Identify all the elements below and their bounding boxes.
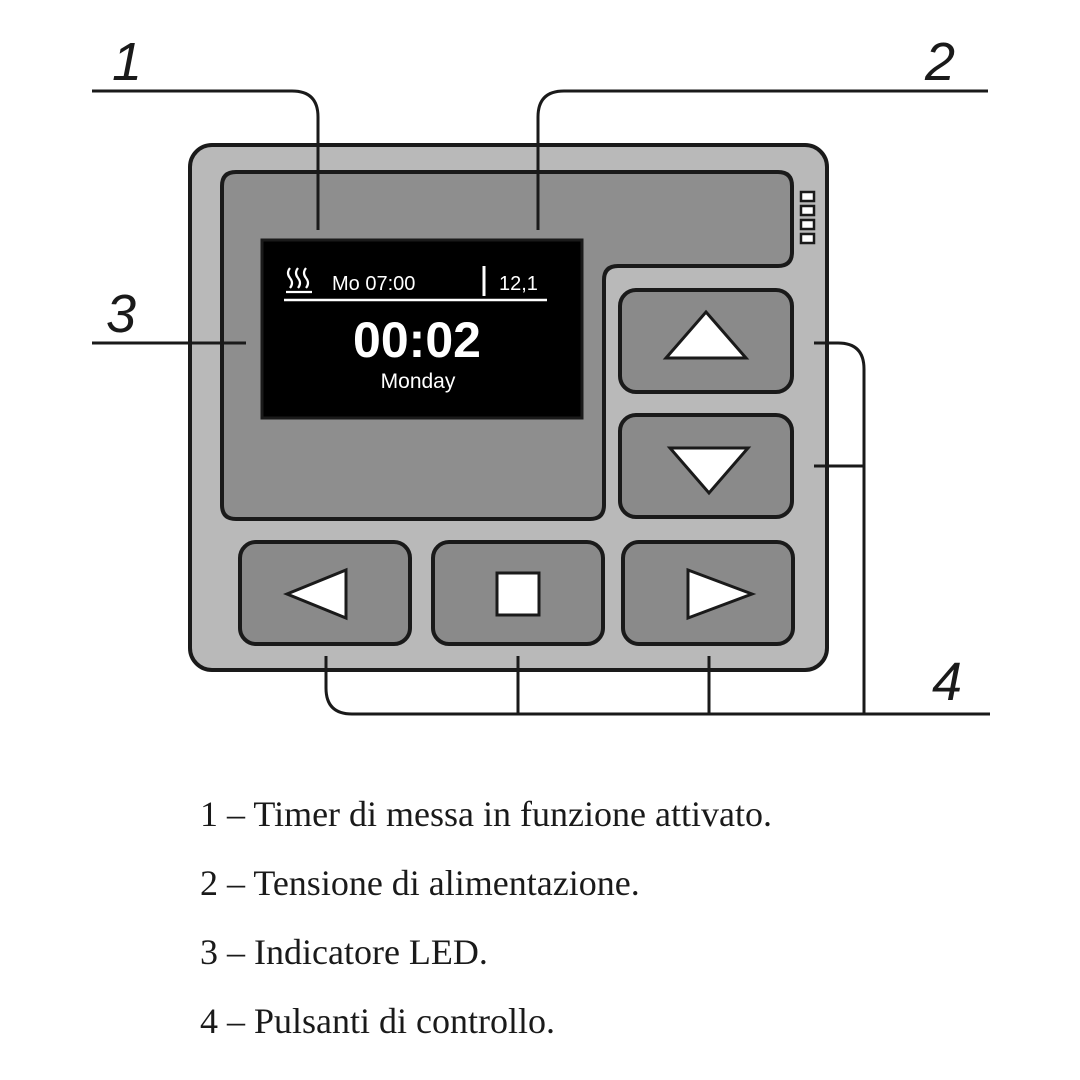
right-button[interactable]	[623, 542, 793, 644]
left-button[interactable]	[240, 542, 410, 644]
up-button[interactable]	[620, 290, 792, 392]
day-label: Monday	[380, 370, 456, 393]
svg-text:1: 1	[112, 32, 143, 92]
voltage-readout: 12,1	[499, 273, 538, 295]
svg-text:3: 3	[106, 284, 137, 344]
stop-square-icon	[497, 573, 539, 615]
clock-time: 00:02	[353, 312, 481, 368]
legend-item-1: 1 – Timer di messa in funzione attivato.	[200, 794, 772, 834]
svg-text:2: 2	[925, 32, 956, 92]
legend-item-2: 2 – Tensione di alimentazione.	[200, 863, 640, 903]
svg-text:4: 4	[932, 652, 963, 712]
down-button[interactable]	[620, 415, 792, 517]
legend-item-3: 3 – Indicatore LED.	[200, 932, 488, 972]
legend-list	[200, 788, 772, 1064]
timer-text: Mo 07:00	[332, 273, 416, 295]
stop-button[interactable]	[433, 542, 603, 644]
legend-item-4: 4 – Pulsanti di controllo.	[200, 1001, 555, 1041]
